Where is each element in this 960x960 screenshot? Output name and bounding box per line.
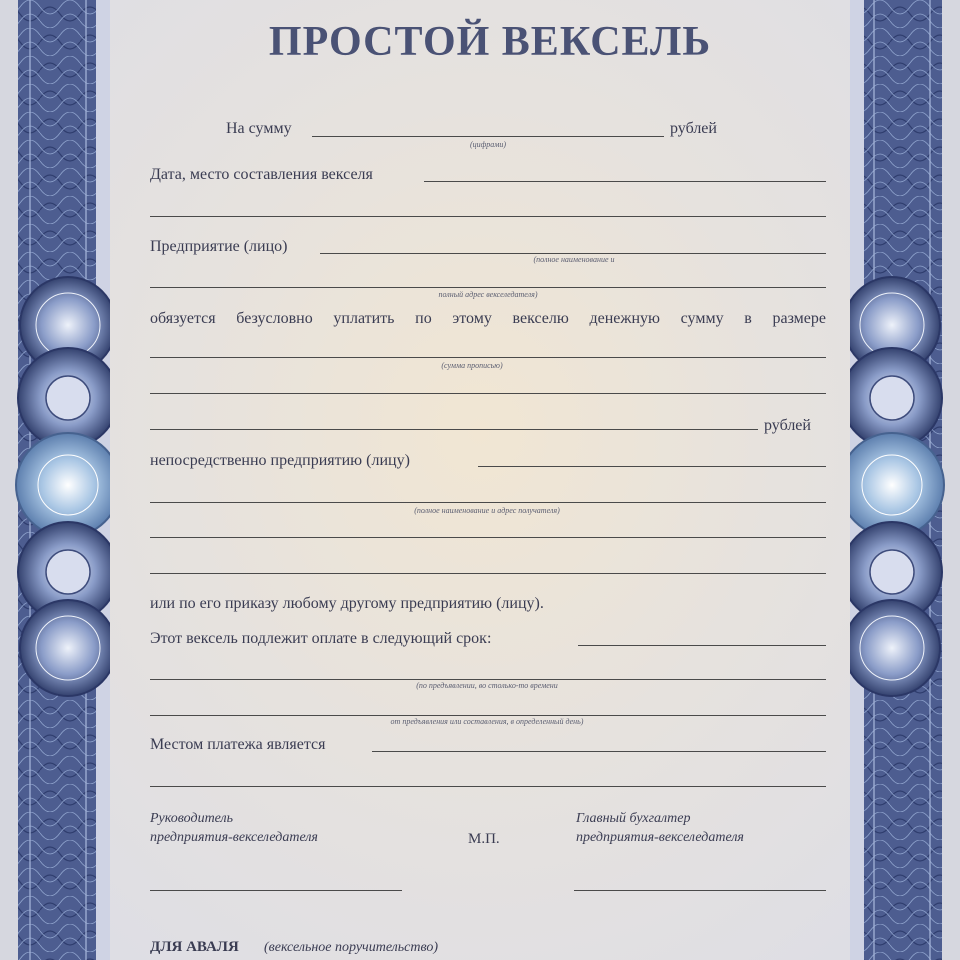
signer-director-block (150, 810, 318, 848)
signer-accountant-title: Главный бухгалтер (576, 811, 691, 826)
payee-caption: (полное наименование и адрес получателя) (414, 506, 560, 515)
amount-currency: рублей (670, 120, 717, 137)
payee-line-3[interactable] (150, 537, 826, 538)
enterprise-caption-2: полный адрес векселедателя) (438, 290, 538, 299)
date-place-line-2[interactable] (150, 216, 826, 217)
director-signature-line[interactable] (150, 890, 402, 891)
enterprise-line[interactable] (320, 253, 826, 254)
enterprise-label: Предприятие (лицо) (150, 238, 288, 255)
amount-words-line-3[interactable] (150, 429, 758, 430)
left-guilloche-pattern (0, 0, 110, 960)
amount-words-line-2[interactable] (150, 393, 826, 394)
accountant-signature-line[interactable] (574, 890, 826, 891)
term-caption-1: (по предъявлении, во столько-то времени (416, 681, 558, 690)
signer-accountant-block (576, 810, 744, 848)
payment-place-label: Местом платежа является (150, 736, 326, 753)
amount-words-line[interactable] (150, 357, 826, 358)
payee-line-4[interactable] (150, 573, 826, 574)
date-place-line[interactable] (424, 181, 826, 182)
payee-label: непосредственно предприятию (лицу) (150, 452, 410, 469)
amount-words-caption: (сумма прописью) (441, 361, 503, 370)
term-line-2[interactable] (150, 679, 826, 680)
term-label: Этот вексель подлежит оплате в следующий срок: (150, 630, 492, 647)
signer-accountant-subtitle: предприятия-векселедателя (576, 829, 744, 845)
term-caption-2: от предъявления или составления, в определенный день) (390, 717, 584, 726)
document-title: ПРОСТОЙ ВЕКСЕЛЬ (268, 19, 712, 65)
payment-place-line-2[interactable] (150, 786, 826, 787)
payee-line-2[interactable] (150, 502, 826, 503)
payment-place-line[interactable] (372, 751, 826, 752)
payee-line[interactable] (478, 466, 826, 467)
aval-label: ДЛЯ АВАЛЯ (150, 939, 239, 955)
date-place-label: Дата, место составления векселя (150, 166, 373, 183)
amount-label: На сумму (226, 120, 292, 137)
order-text: или по его приказу любому другому предприятию (лицу). (150, 595, 544, 612)
obligation-text: обязуется безусловно уплатить по этому векселю денежную сумму в размере (150, 310, 826, 327)
amount-words-currency: рублей (764, 417, 811, 434)
amount-caption: (цифрами) (469, 140, 507, 149)
right-ornamental-border (850, 0, 960, 960)
enterprise-caption-1: (полное наименование и (533, 255, 615, 264)
enterprise-line-2[interactable] (150, 287, 826, 288)
right-guilloche-pattern (850, 0, 960, 960)
signer-director-title: Руководитель (150, 811, 234, 826)
term-line-3[interactable] (150, 715, 826, 716)
amount-line[interactable] (312, 136, 664, 137)
stamp-placeholder: М.П. (468, 831, 500, 847)
aval-note: (вексельное поручительство) (264, 940, 439, 955)
signer-director-subtitle: предприятия-векселедателя (150, 829, 318, 845)
left-ornamental-border (0, 0, 110, 960)
term-line[interactable] (578, 645, 826, 646)
